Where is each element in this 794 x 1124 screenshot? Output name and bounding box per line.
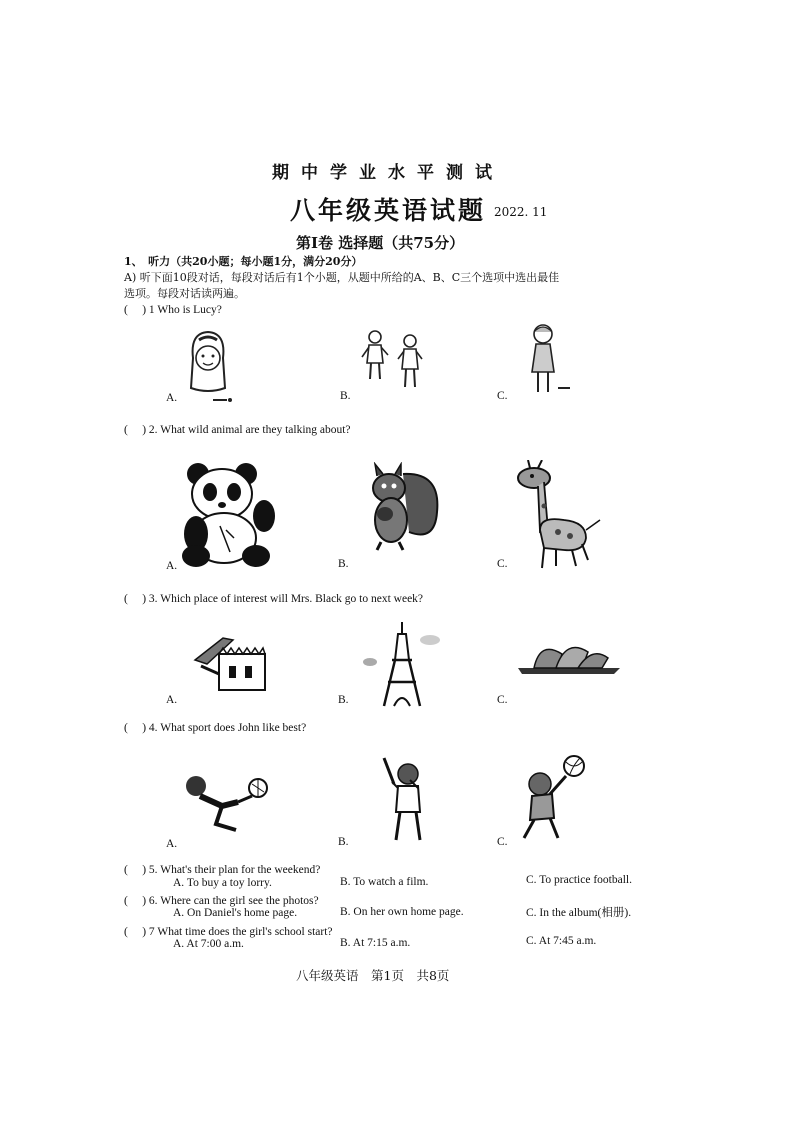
- question-text: What time does the girl's school start?: [157, 926, 333, 938]
- option-c-label: C.: [497, 558, 508, 570]
- option-c: C. To practice football.: [526, 874, 632, 886]
- instructions-line-1: A) 听下面10段对话，每段对话后有1个小题，从题中所给的A、B、C三个选项中选出最佳: [124, 271, 560, 284]
- giraffe-image: [510, 460, 602, 570]
- option-c: C. At 7:45 a.m.: [526, 935, 597, 947]
- question-1: [124, 301, 222, 317]
- question-number: ( ) 3.: [124, 593, 158, 605]
- exam-subtitle: 八年级英语试题: [290, 196, 487, 225]
- option-b: B. On her own home page.: [340, 906, 464, 918]
- option-a-label: A.: [166, 560, 178, 572]
- question-5: [124, 861, 320, 877]
- girl-long-hair-image: [185, 328, 230, 396]
- question-7: [124, 923, 333, 939]
- baseball-player-image: [378, 756, 438, 842]
- option-b-label: B.: [340, 390, 351, 402]
- option-c-label: C.: [497, 390, 508, 402]
- instructions-line-2: 选项。每段对话读两遍。: [124, 287, 245, 300]
- part-heading: 1、 听力（共20小题；每小题1分，满分20分）: [124, 255, 363, 268]
- question-text: Where can the girl see the photos?: [160, 895, 319, 907]
- question-number: ( ) 1: [124, 304, 155, 316]
- option-b-label: B.: [338, 694, 349, 706]
- girl-standing-image: [526, 322, 576, 398]
- question-number: ( ) 6.: [124, 895, 158, 907]
- question-text: What's their plan for the weekend?: [160, 864, 321, 876]
- squirrel-image: [363, 462, 441, 554]
- option-c-label: C.: [497, 836, 508, 848]
- question-text: What wild animal are they talking about?: [160, 424, 351, 436]
- great-wall-image: [193, 630, 269, 694]
- volleyball-player-image: [514, 754, 594, 844]
- option-c-label: C.: [497, 694, 508, 706]
- option-b: B. At 7:15 a.m.: [340, 937, 411, 949]
- section-title: 第Ⅰ卷 选择题（共75分）: [296, 234, 465, 252]
- question-4: [124, 719, 306, 735]
- football-player-image: [180, 772, 272, 834]
- option-c: C. In the album(相册).: [526, 907, 632, 919]
- two-children-image: [360, 327, 430, 393]
- question-number: ( ) 5.: [124, 864, 158, 876]
- option-a: A. On Daniel's home page.: [173, 907, 298, 919]
- question-3: [124, 590, 423, 606]
- option-b-label: B.: [338, 836, 349, 848]
- question-2: [124, 421, 351, 437]
- option-a-label: A.: [166, 392, 178, 404]
- question-text: What sport does John like best?: [160, 722, 307, 734]
- question-number: ( ) 4.: [124, 722, 158, 734]
- sydney-opera-house-image: [514, 634, 624, 678]
- question-number: ( ) 7: [124, 926, 155, 938]
- exam-date: 2022. 11: [494, 205, 548, 219]
- option-a-label: A.: [166, 694, 178, 706]
- scribble-mark: [213, 397, 233, 403]
- question-number: ( ) 2.: [124, 424, 158, 436]
- panda-image: [176, 460, 282, 568]
- question-text: Who is Lucy?: [157, 304, 222, 316]
- option-a: A. At 7:00 a.m.: [173, 938, 244, 950]
- option-a: A. To buy a toy lorry.: [173, 877, 272, 889]
- eiffel-tower-image: [362, 620, 442, 708]
- page-footer: 八年级英语 第1页 共8页: [296, 968, 450, 983]
- option-b: B. To watch a film.: [340, 876, 429, 888]
- question-text: Which place of interest will Mrs. Black go to next week?: [160, 593, 424, 605]
- option-b-label: B.: [338, 558, 349, 570]
- question-6: [124, 892, 319, 908]
- exam-title: 期中学业水平测试: [272, 163, 504, 183]
- option-a-label: A.: [166, 838, 178, 850]
